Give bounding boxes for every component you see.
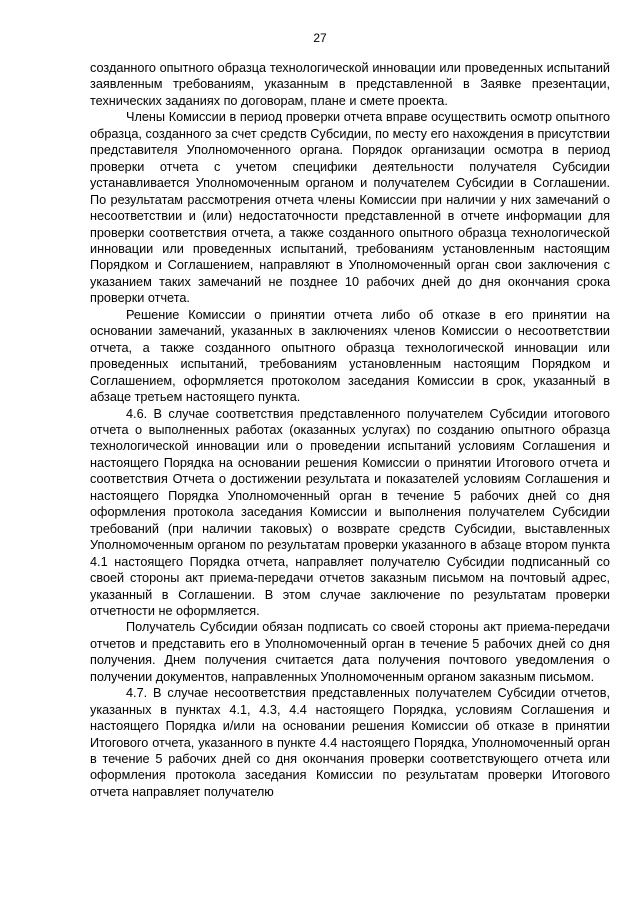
paragraph-continuation: созданного опытного образца технологической инновации или проведенных испытаний заявленным требованиям, указанным в представленной в Заявке презентации, технических заданиях по договорам, плане и смете проекта. bbox=[90, 61, 610, 108]
paragraph-commission-inspection: Члены Комиссии в период проверки отчета вправе осуществить осмотр опытного образца, созданного за счет средств Субсидии, по месту его нахождения в присутствии представителя Уполномоченного органа. Порядок организации осмотра в период проверки отчета с учетом специфики деятельности получателя Субсидии устанавливается Уполномоченным органом и получателем Субсидии в Соглашении. По результатам рассмотрения отчета члены Комиссии при наличии у них замечаний о несоответствии и (или) недостаточности представленной в отчете информации для проверки соответствия отчета, а также созданного опытного образца технологической инновации или проведенных испытаний, требованиям установленным настоящим Порядком и Соглашением, направляют в Уполномоченный орган свои заключения с указанием таких замечаний не позднее 10 рабочих дней до дня окончания срока проверки отчета. bbox=[90, 110, 610, 306]
page-number: 27 bbox=[313, 31, 327, 45]
paragraph-clause-4-6: 4.6. В случае соответствия представленного получателем Субсидии итогового отчета о выполненных работах (оказанных услугах) по созданию опытного образца технологической инновации или о проведении испытаний условиям Соглашения и настоящего Порядка на основании решения Комиссии о принятии Итогового отчета и соответствия Отчета о достижении результата и показателей условиям Соглашения и настоящего Порядка Уполномоченный орган в течение 5 рабочих дней со дня оформления протокола заседания Комиссии и выполнения получателем Субсидии требований (при наличии таковых) о возврате средств Субсидии, выставленных Уполномоченным органом по результатам проверки указанного в абзаце втором пункта 4.1 настоящего Порядка отчета, направляет получателю Субсидии подписанный со своей стороны акт приема-передачи отчетов заказным письмом на почтовый адрес, указанный в Соглашении. В этом случае заключение по результатам проверки отчетности не оформляется. bbox=[90, 406, 610, 618]
paragraph-clause-4-7: 4.7. В случае несоответствия представленных получателем Субсидии отчетов, указанных в пунктах 4.1, 4.3, 4.4 настоящего Порядка, условиям Соглашения и настоящего Порядка и/или на основании решения Комиссии об отказе в принятии Итогового отчета, указанного в пункте 4.4 настоящего Порядка, Уполномоченный орган в течение 5 рабочих дней со дня окончания проверки соответствующего отчета или оформления протокола заседания Комиссии по результатам проверки Итогового отчета направляет получателю bbox=[90, 686, 610, 799]
document-body bbox=[90, 60, 610, 800]
paragraph-recipient-obligation: Получатель Субсидии обязан подписать со своей стороны акт приема-передачи отчетов и представить его в Уполномоченный орган в течение 5 рабочих дней со дня получения. Днем получения считается дата получения почтового уведомления о получении документов, направленных Уполномоченным органом заказным письмом. bbox=[90, 620, 610, 684]
paragraph-commission-decision: Решение Комиссии о принятии отчета либо об отказе в его принятии на основании замечаний, указанных в заключениях членов Комиссии о несоответствии отчета, а также созданного опытного образца технологической инновации или проведенных испытаний, требованиям установленным настоящим Порядком и Соглашением, оформляется протоколом заседания Комиссии в срок, указанный в абзаце третьем настоящего пункта. bbox=[90, 307, 610, 405]
